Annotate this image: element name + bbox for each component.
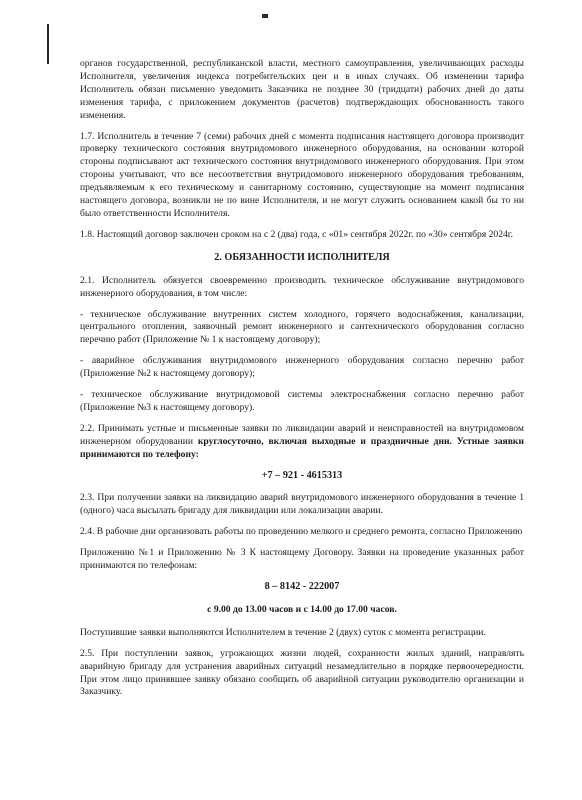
phone-number-landline: 8 – 8142 - 222007 xyxy=(264,581,340,592)
paragraph-2-2 xyxy=(80,423,524,462)
list-item-plumbing: - техническое обслуживание внутренних систем холодного, горячего водоснабжения, канализации, центрального отопления, заявочный ремонт инженерного и сантехнического оборудования согласно перечню работ (Приложение № 1 к настоящему договору); xyxy=(80,308,524,346)
scan-edge-mark xyxy=(47,24,49,64)
paragraph-2-2-text: 2.2. Принимать устные и письменные заявки по ликвидации аварий и неисправностей на внутридомовом инженерном оборудовании xyxy=(80,422,524,447)
scan-top-mark xyxy=(262,14,268,18)
paragraph-1-6-continuation: органов государственной, республиканской власти, местного самоуправления, увеличивающих расходы Исполнителя, увеличения индекса потребительских цен и в иных случаях. Об изменении тарифа Исполнитель обязан письменно уведомить Заказчика не позднее 30 (тридцати) рабочих дней до даты изменения тарифа, с приложением документов (расчетов) подтверждающих обоснованность такого изменения. xyxy=(80,58,524,121)
section-heading: 2. ОБЯЗАННОСТИ ИСПОЛНИТЕЛЯ xyxy=(214,251,390,263)
paragraph-received-requests: Поступившие заявки выполняются Исполнителем в течение 2 (двух) суток с момента регистрации. xyxy=(80,626,486,638)
paragraph-1-8: 1.8. Настоящий договор заключен сроком на с 2 (два) года, с «01» сентября 2022г. по «30» сентября 2024г. xyxy=(80,228,514,240)
phone-number-mobile: +7 – 921 - 4615313 xyxy=(261,469,343,481)
paragraph-2-3: 2.3. При получении заявки на ликвидацию аварий внутридомового инженерного оборудования в течение 1 (одного) часа высылать бригаду для ликвидации или локализации аварии. xyxy=(80,492,524,517)
paragraph-1-7: 1.7. Исполнитель в течение 7 (семи) рабочих дней с момента подписания настоящего договора производит проверку технического состояния внутридомового инженерного оборудования, на основании которой стороны подписывают акт технического состояния внутридомового инженерного оборудования. При этом стороны учитывают, что все несоответствия внутридомового инженерного оборудования требованиям, предъявляемым к его техническому и санитарному состоянию, существующие на момент подписания настоящего договора, возникли не по вине Исполнителя, и не могут служить основанием какой бы то ни было ответственности Исполнителя. xyxy=(80,130,524,219)
paragraph-2-4: 2.4. В рабочие дни организовать работы по проведению мелкого и среднего ремонта, согласно Приложению xyxy=(80,526,523,538)
paragraph-2-5: 2.5. При поступлении заявок, угрожающих жизни людей, сохранности жилых зданий, направлять аварийную бригаду для устранения аварийных ситуаций незамедлительно в порядке первоочередности. При этом лицо принявшее заявку обязано сообщить об аварийной ситуации руководителю организации и Заказчику. xyxy=(80,647,524,698)
working-hours: с 9.00 до 13.00 часов и с 14.00 до 17.00 часов. xyxy=(207,603,397,615)
list-item-electrical: - техническое обслуживание внутридомовой системы электроснабжения согласно перечню работ (Приложение №3 к настоящему договору). xyxy=(80,389,524,413)
document-page xyxy=(80,58,524,707)
list-item-emergency: - аварийное обслуживания внутридомового инженерного оборудования согласно перечню работ (Приложение №2 к настоящему договору); xyxy=(80,355,524,380)
paragraph-2-1: 2.1. Исполнитель обязуется своевременно производить техническое обслуживание внутридомового инженерного оборудования, в том числе: xyxy=(80,274,524,299)
paragraph-2-2-bold: круглосуточно, включая выходные и праздничные дни. Устные заявки принимаются по телефону: xyxy=(80,435,524,460)
paragraph-appendix: Приложению №1 и Приложению № 3 К настоящему Договору. Заявки на проведение указанных работ принимаются по телефонам: xyxy=(80,547,524,572)
